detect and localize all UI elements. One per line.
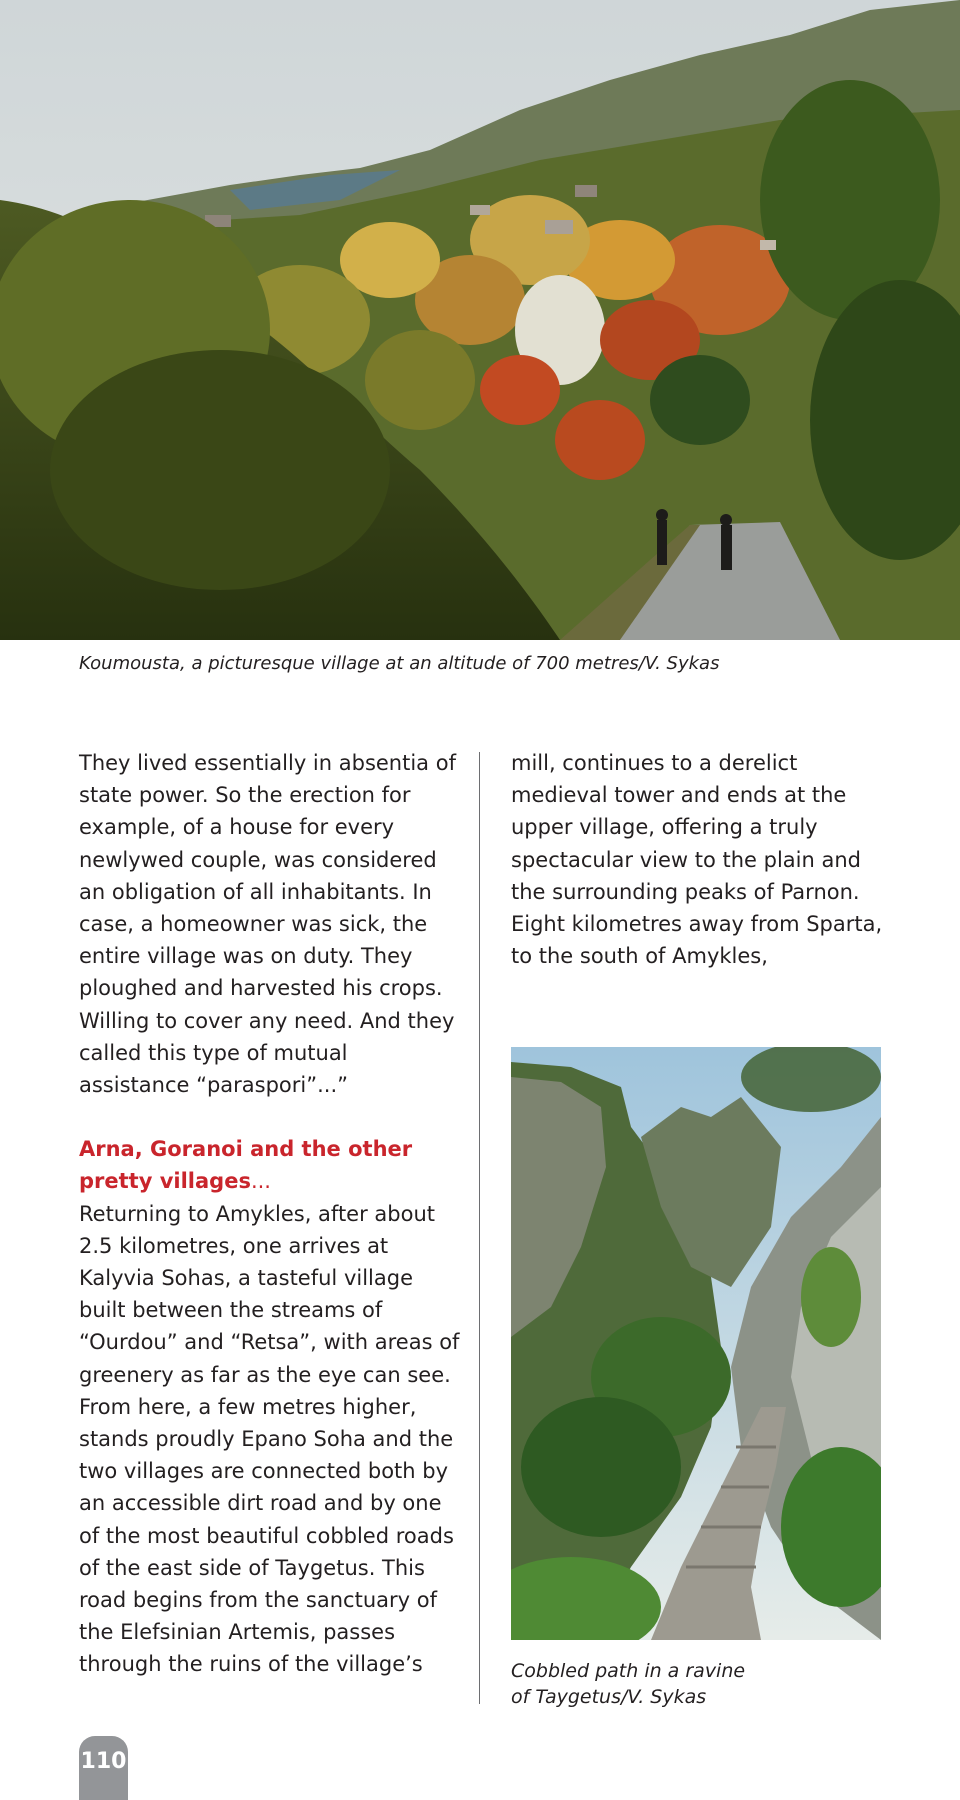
section-heading-ellipsis: ... [250, 1169, 271, 1194]
page-number: 110 [79, 1736, 128, 1800]
left-column [79, 747, 464, 1681]
ravine-photo-caption [511, 1658, 881, 1710]
right-column [511, 747, 896, 972]
ravine-caption-line1: Cobbled path in a ravine [511, 1660, 746, 1682]
koumousta-photo [0, 0, 960, 640]
ravine-photo [511, 1047, 881, 1640]
villages-paragraph: Returning to Amykles, after about 2.5 kilometres, one arrives at Kalyvia Sohas, a tasteful village built between the streams of “Ourdou” and “Retsa”, with areas of greenery as far as the eye can see. From here, a few metres higher, stands proudly Epano Soha and the two villages are connected both by an accessible dirt road and by one of the most beautiful cobbled roads of the east side of Taygetus. This road begins from the sanctuary of the Elefsinian Artemis, passes through the ruins of the village’s [79, 1201, 460, 1677]
column-divider [479, 752, 480, 1704]
ravine-caption-line2: of Taygetus/V. Sykas [511, 1686, 707, 1708]
section-heading [79, 1133, 464, 1197]
section-heading-text: Arna, Goranoi and the other pretty villages [79, 1137, 413, 1194]
intro-paragraph: They lived essentially in absentia of state power. So the erection for example, of a house for every newlywed couple, was considered an obligation of all inhabitants. In case, a homeowner was sick, the entire village was on duty. They ploughed and harvested his crops. Willing to cover any need. And they called this type of mutual assistance “paraspori”...” [79, 751, 456, 1098]
top-photo-caption: Koumousta, a picturesque village at an altitude of 700 metres/V. Sykas [79, 653, 720, 674]
continued-paragraph: mill, continues to a derelict medieval tower and ends at the upper village, offering a truly spectacular view to the plain and the surrounding peaks of Parnon. Eight kilometres away from Sparta, to the south of Amykles, [511, 751, 883, 969]
